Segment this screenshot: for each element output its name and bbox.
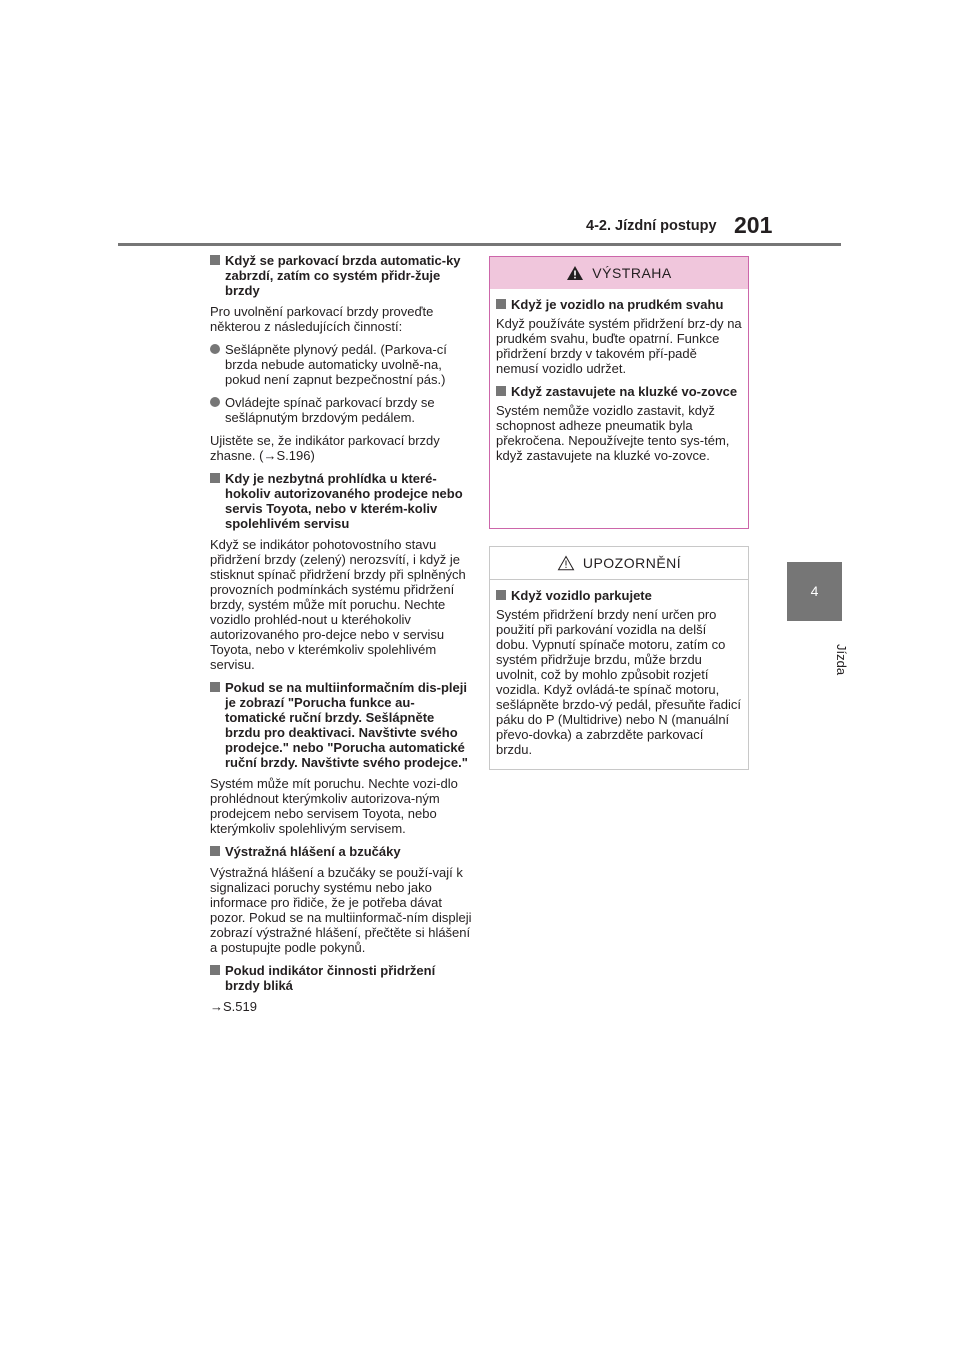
square-bullet-icon xyxy=(496,299,506,309)
paragraph: Když používáte systém přidržení brz-dy na prudkém svahu, buďte opatrní. Funkce přidržení brzdy v takovém pří-padě nemusí vozidlo udržet. xyxy=(496,316,742,376)
caution-box xyxy=(489,546,749,770)
heading-text: Kdy je nezbytná prohlídka u které-hokoliv autorizovaného prodejce nebo servis Toyota, nebo v kterém-koliv spolehlivém servisu xyxy=(225,471,463,531)
caution-title: UPOZORNĚNÍ xyxy=(582,555,682,571)
square-bullet-icon xyxy=(210,473,220,483)
left-column xyxy=(210,253,472,1022)
heading-text: Výstražná hlášení a bzučáky xyxy=(225,844,401,859)
heading-parking xyxy=(496,588,742,603)
heading-slippery-road xyxy=(496,384,742,399)
heading-text: Pokud indikátor činnosti přidržení brzdy bliká xyxy=(225,963,436,993)
square-bullet-icon xyxy=(496,590,506,600)
heading-steep-slope xyxy=(496,297,742,312)
warning-triangle-icon xyxy=(566,265,584,281)
heading-text: Když zastavujete na kluzké vo-zovce xyxy=(511,384,738,399)
heading-inspection xyxy=(210,471,472,531)
round-bullet-icon xyxy=(210,397,220,407)
heading-indicator-flashing xyxy=(210,963,472,993)
chapter-label: Jízda xyxy=(834,644,849,676)
heading-text: Když je vozidlo na prudkém svahu xyxy=(511,297,724,312)
heading-text: Pokud se na multiinformačním dis-pleji je zobrazí "Porucha funkce au-tomatické ruční brzdy. Sešlápněte brzdu pro deaktivaci. Navštivte svého prodejce." nebo "Porucha automatické ruční brzdy. Navštivte svého prodejce." xyxy=(225,680,468,770)
warning-title: VÝSTRAHA xyxy=(592,265,672,281)
heading-text: Když se parkovací brzda automatic-ky zabrzdí, zatím co systém přidr-žuje brzdy xyxy=(225,253,461,298)
heading-warnings-buzzers xyxy=(210,844,472,859)
heading-parking-brake-auto xyxy=(210,253,472,298)
square-bullet-icon xyxy=(210,255,220,265)
header-divider xyxy=(118,243,841,246)
warning-header xyxy=(490,257,748,289)
warning-box xyxy=(489,256,749,529)
paragraph: Když se indikátor pohotovostního stavu přidržení brzdy (zelený) nerozsvítí, i když je stisknut spínač přidržení brzdy při splněných provozních podmínkách systému přidržení brzdy, systém může mít poruchu. Nechte vozidlo prohléd-nout u kteréhokoliv autorizovaného pro-dejce nebo v servisu Toyota, nebo v kterémkoliv spolehlivém servisu. xyxy=(210,537,466,672)
square-bullet-icon xyxy=(496,386,506,396)
square-bullet-icon xyxy=(210,846,220,856)
heading-malfunction-message xyxy=(210,680,472,770)
heading-text: Když vozidlo parkujete xyxy=(511,588,652,603)
page-number: 201 xyxy=(734,212,773,238)
section-title: 4-2. Jízdní postupy xyxy=(586,218,717,234)
paragraph: Systém může mít poruchu. Nechte vozi-dlo prohlédnout kterýmkoliv autorizova-ným prodejcem nebo servisem Toyota, nebo kterýmkoliv spolehlivým servisem. xyxy=(210,776,458,836)
paragraph: Systém nemůže vozidlo zastavit, když schopnost adheze pneumatik byla překročena. Nepoužívejte tento sys-tém, když zastavujete na kluzké vo-zovce. xyxy=(496,403,730,463)
paragraph: Pro uvolnění parkovací brzdy proveďte některou z následujících činností: xyxy=(210,304,434,334)
paragraph: Systém přidržení brzdy není určen pro použití při parkování vozidla na delší dobu. Vypnutí spínače motoru, zatím co systém přidržuje brzdu, může brzdu uvolnit, což by mohlo způsobit rozjetí vozidla. Když ovládá-te spínač motoru, sešlápněte brzdo-vý pedál, přesuňte řadicí páku do P (Multidrive) nebo N (manuální převo-dovka) a zabrzděte parkovací brzdu. xyxy=(496,607,741,757)
list-item xyxy=(210,395,472,425)
caution-triangle-icon xyxy=(557,555,575,571)
chapter-tab: 4 xyxy=(787,562,842,621)
caution-header xyxy=(490,547,748,580)
page-reference: →S.519 xyxy=(210,999,257,1014)
paragraph: Ujistěte se, že indikátor parkovací brzdy zhasne. (→S.196) xyxy=(210,433,440,463)
list-item-text: Ovládejte spínač parkovací brzdy se sešlápnutým brzdovým pedálem. xyxy=(225,395,435,425)
paragraph: Výstražná hlášení a bzučáky se použí-vají k signalizaci poruchy systému nebo jako informace pro řidiče, že je potřeba dávat pozor. Pokud se na multiinformač-ním displeji zobrazí výstražné hlášení, přečtěte si hlášení a postupujte podle pokynů. xyxy=(210,865,472,955)
square-bullet-icon xyxy=(210,682,220,692)
list-item-text: Sešlápněte plynový pedál. (Parkova-cí brzda nebude automaticky uvolně-na, pokud není zapnut bezpečnostní pás.) xyxy=(225,342,447,387)
round-bullet-icon xyxy=(210,344,220,354)
list-item xyxy=(210,342,472,387)
square-bullet-icon xyxy=(210,965,220,975)
